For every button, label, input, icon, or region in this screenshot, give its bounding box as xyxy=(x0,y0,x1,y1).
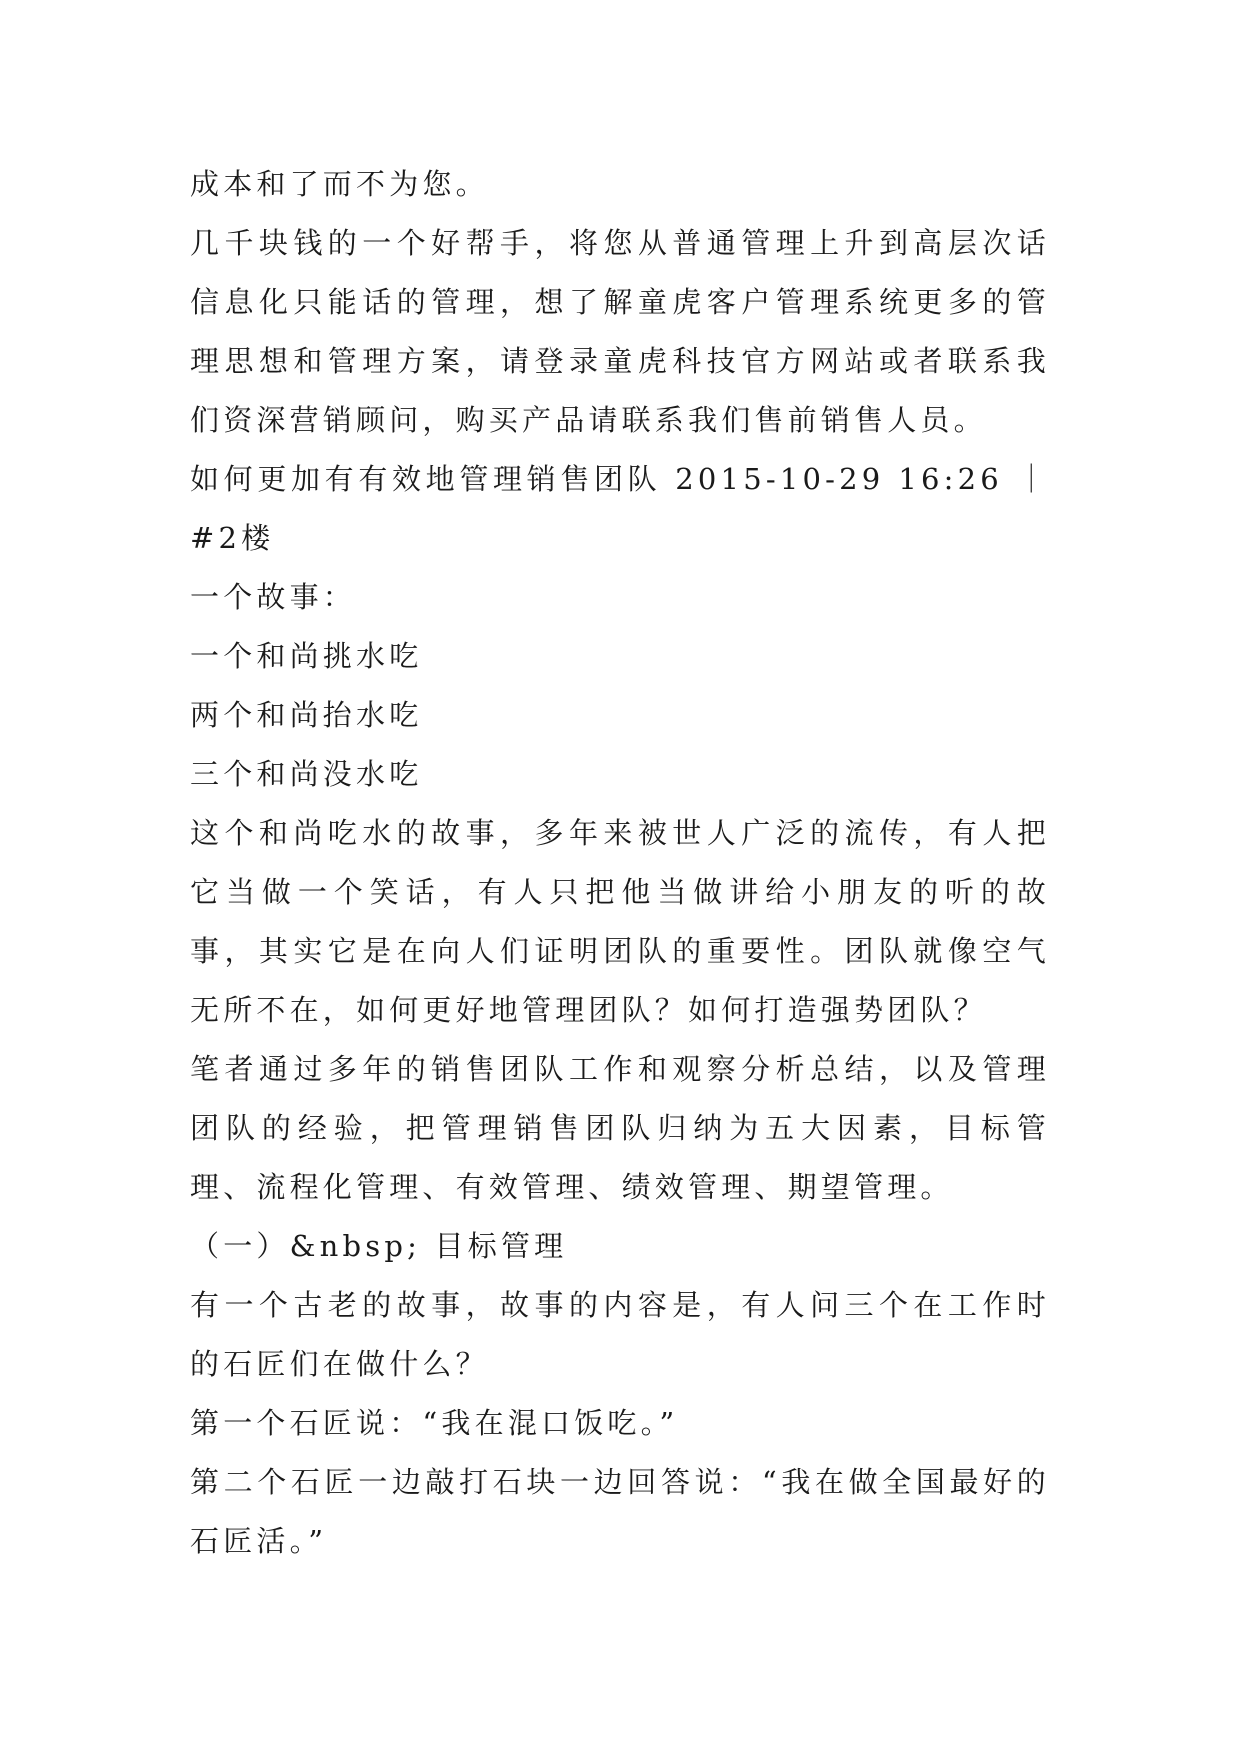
paragraph-team-importance: 这个和尚吃水的故事，多年来被世人广泛的流传，有人把它当做一个笑话，有人只把他当做讲给小朋友的听的故事，其实它是在向人们证明团队的重要性。团队就像空气无所不在，如何更好地管理团队？如何打造强势团队？ xyxy=(190,816,1050,1027)
paragraph-two-monks: 两个和尚抬水吃 xyxy=(190,698,423,732)
paragraph-crm-promotion: 几千块钱的一个好帮手，将您从普通管理上升到高层次话信息化只能话的管理，想了解童虎客户管理系统更多的管理思想和管理方案，请登录童虎科技官方网站或者联系我们资深营销顾问，购买产品请联系我们售前销售人员。 xyxy=(190,226,1050,437)
paragraph-three-monks: 三个和尚没水吃 xyxy=(190,757,423,791)
paragraph-second-stonemason: 第二个石匠一边敲打石块一边回答说：“我在做全国最好的石匠活。” xyxy=(190,1465,1050,1558)
paragraph-stonemason-story: 有一个古老的故事，故事的内容是，有人问三个在工作时的石匠们在做什么？ xyxy=(190,1288,1050,1381)
paragraph-first-stonemason: 第一个石匠说：“我在混口饭吃。” xyxy=(190,1406,679,1440)
paragraph-story-intro: 一个故事： xyxy=(190,580,357,614)
paragraph-cost-ending: 成本和了而不为您。 xyxy=(190,167,489,201)
paragraph-one-monk: 一个和尚挑水吃 xyxy=(190,639,423,673)
paragraph-five-factors: 笔者通过多年的销售团队工作和观察分析总结，以及管理团队的经验，把管理销售团队归纳为五大因素，目标管理、流程化管理、有效管理、绩效管理、期望管理。 xyxy=(190,1052,1050,1204)
document-body xyxy=(190,155,1050,1571)
section-heading-goal-management: （一）&nbsp; 目标管理 xyxy=(190,1229,568,1263)
post-header-line: 如何更加有有效地管理销售团队 2015-10-29 16:26 ｜ #2楼 xyxy=(190,462,1050,555)
